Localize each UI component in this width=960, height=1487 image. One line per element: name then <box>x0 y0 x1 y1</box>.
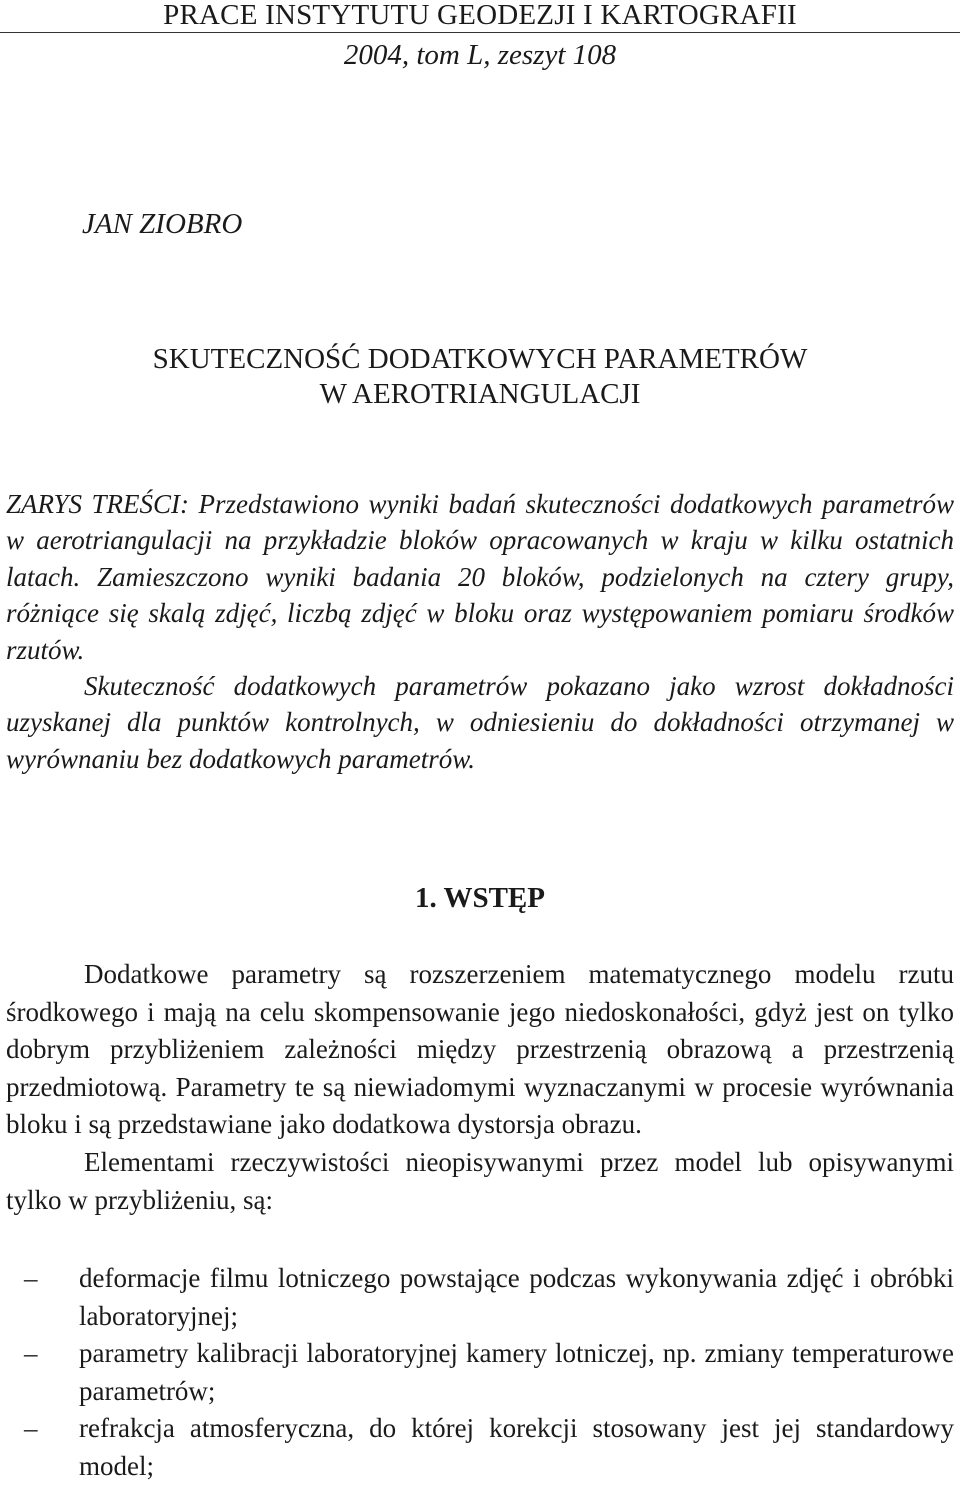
article-title <box>0 342 960 412</box>
list-dash: – <box>24 1263 38 1293</box>
list-dash: – <box>24 1413 38 1444</box>
section-heading: 1. WSTĘP <box>414 882 545 914</box>
abstract-paragraph-1: ZARYS TREŚCI: Przedstawiono wyniki badań skuteczności dodatkowych parametrów w aerotriangulacji na przykładzie bloków opracowanych w kraju w kilku ostatnich latach. Zamieszczono wyniki badania 20 bloków, podzielonych na cztery grupy, różniące się skalą zdjęć, liczbą zdjęć w bloku oraz występowaniem pomiaru środków rzutów. <box>6 489 954 665</box>
list-item <box>6 1410 954 1485</box>
page-header <box>0 0 960 33</box>
list-dash: – <box>24 1338 38 1369</box>
list-item-text: refrakcja atmosferyczna, do której korekcji stosowany jest jej standardowy model; <box>79 1413 954 1481</box>
journal-issue: 2004, tom L, zeszyt 108 <box>343 39 617 71</box>
abstract <box>6 486 954 777</box>
list-item-text: parametry kalibracji laboratoryjnej kamery lotniczej, np. zmiany temperaturowe parametrów; <box>79 1338 954 1406</box>
body-paragraph-1: Dodatkowe parametry są rozszerzeniem matematycznego modelu rzutu środkowego i mają na celu skompensowanie jego niedoskonałości, gdyż jest on tylko dobrym przybliżeniem zależności między przestrzenią obrazową a przestrzenią przedmiotową. Parametry te są niewiadomymi wyznaczanymi w procesie wyrównania bloku i są przedstawiane jako dodatkowa dystorsja obrazu. <box>6 959 954 1140</box>
article-title-line-1: SKUTECZNOŚĆ DODATKOWYCH PARAMETRÓW <box>152 343 808 375</box>
body-paragraph-2: Elementami rzeczywistości nieopisywanymi przez model lub opisywanymi tylko w przybliżeniu, są: <box>6 1146 954 1215</box>
section-body <box>6 956 954 1219</box>
abstract-paragraph-2: Skuteczność dodatkowych parametrów pokazano jako wzrost dokładności uzyskanej dla punktów kontrolnych, w odniesieniu do dokładności otrzymanej w wyrównaniu bez dodatkowych parametrów. <box>6 671 954 774</box>
list-item <box>6 1335 954 1410</box>
elements-list <box>6 1260 954 1486</box>
author-name: JAN ZIOBRO <box>82 208 243 240</box>
list-item <box>6 1260 954 1335</box>
list-item-text: deformacje filmu lotniczego powstające podczas wykonywania zdjęć i obróbki laboratoryjnej; <box>79 1263 954 1331</box>
journal-title: PRACE INSTYTUTU GEODEZJI I KARTOGRAFII <box>163 0 797 31</box>
article-title-line-2: W AEROTRIANGULACJI <box>319 378 641 410</box>
